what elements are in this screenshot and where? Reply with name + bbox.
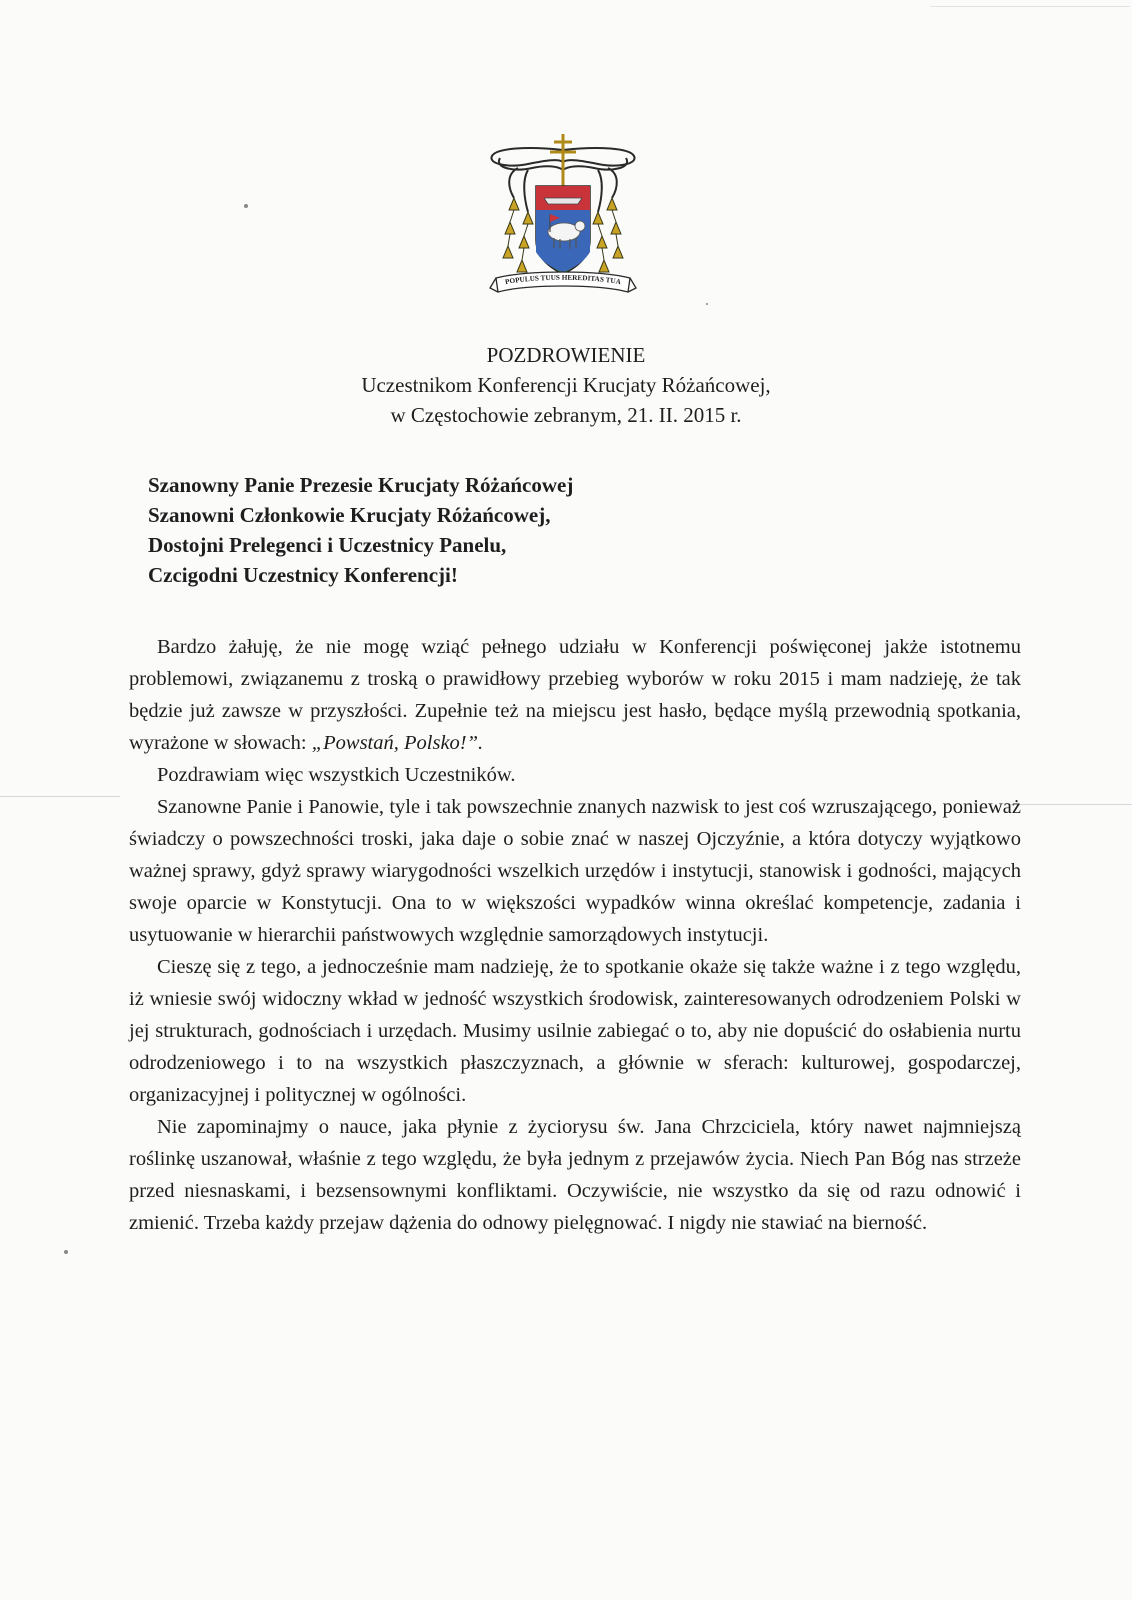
letter-subtitle-line-2: w Częstochowie zebranym, 21. II. 2015 r.	[390, 403, 742, 427]
salutation-line: Szanowni Członkowie Krucjaty Różańcowej,	[148, 503, 551, 527]
salutation-line: Szanowny Panie Prezesie Krucjaty Różańcowej	[148, 473, 574, 497]
letter-heading	[0, 340, 1132, 430]
body-paragraph: Cieszę się z tego, a jednocześnie mam nadzieję, że to spotkanie okaże się także ważne i z tego względu, iż wniesie swój widoczny wkład w jedność wszystkich środowisk, zainteresowanych odrodzeniem Polski w jej strukturach, godnościach i urzędach. Musimy usilnie zabiegać o to, aby nie dopuścić do osłabienia nurtu odrodzeniowego i to na wszystkich płaszczyznach, a głównie w sferach: kulturowej, gospodarczej, organizacyjnej i politycznej w ogólności.	[129, 956, 1021, 1106]
coat-of-arms-icon	[488, 128, 638, 314]
salutation-line: Dostojni Prelegenci i Uczestnicy Panelu,	[148, 533, 507, 557]
scan-speck	[64, 1250, 68, 1254]
scan-artifact	[930, 6, 1130, 7]
body-paragraph: Pozdrawiam więc wszystkich Uczestników.	[157, 764, 516, 786]
letter-body	[129, 631, 1021, 1239]
salutation-block	[148, 470, 573, 590]
salutation-line: Czcigodni Uczestnicy Konferencji!	[148, 563, 458, 587]
body-paragraph	[129, 631, 1021, 759]
scan-speck	[244, 204, 248, 208]
scan-speck	[706, 303, 708, 305]
scan-artifact	[1010, 804, 1132, 805]
scan-artifact	[0, 796, 120, 797]
motto-quote: „Powstań, Polsko!”.	[311, 732, 484, 754]
crest-motto: POPULUS TUUS HEREDITAS TUA	[504, 273, 622, 287]
body-paragraph: Nie zapominajmy o nauce, jaka płynie z życiorysu św. Jana Chrzciciela, który nawet najmniejszą roślinkę uszanował, właśnie z tego względu, że była jednym z przejawów życia. Niech Pan Bóg nas strzeże przed niesnaskami, i bezsensownymi konfliktami. Oczywiście, nie wszystko da się od razu odnowić i zmienić. Trzeba każdy przejaw dążenia do odnowy pielęgnować. I nigdy nie stawiać na bierność.	[129, 1116, 1021, 1234]
paragraph-text: Bardzo żałuję, że nie mogę wziąć pełnego udziału w Konferencji poświęconej jakże istotnemu problemowi, związanemu z troską o prawidłowy przebieg wyborów w roku 2015 i mam nadzieję, że tak będzie już zawsze w przyszłości. Zupełnie też na miejscu jest hasło, będące myślą przewodnią spotkania, wyrażone w słowach:	[129, 636, 1021, 754]
letter-title: POZDROWIENIE	[486, 343, 646, 367]
letter-subtitle-line-1: Uczestnikom Konferencji Krucjaty Różańcowej,	[361, 373, 771, 397]
body-paragraph: Szanowne Panie i Panowie, tyle i tak powszechnie znanych nazwisk to jest coś wzruszającego, ponieważ świadczy o powszechności troski, jaka daje o sobie znać w naszej Ojczyźnie, a która dotyczy wyjątkowo ważnej sprawy, gdyż sprawy wiarygodności wszelkich urzędów i instytucji, stanowisk i godności, mających swoje oparcie w Konstytucji. Ona to w większości wypadków winna określać kompetencje, zadania i usytuowanie w hierarchii państwowych względnie samorządowych instytucji.	[129, 796, 1021, 946]
